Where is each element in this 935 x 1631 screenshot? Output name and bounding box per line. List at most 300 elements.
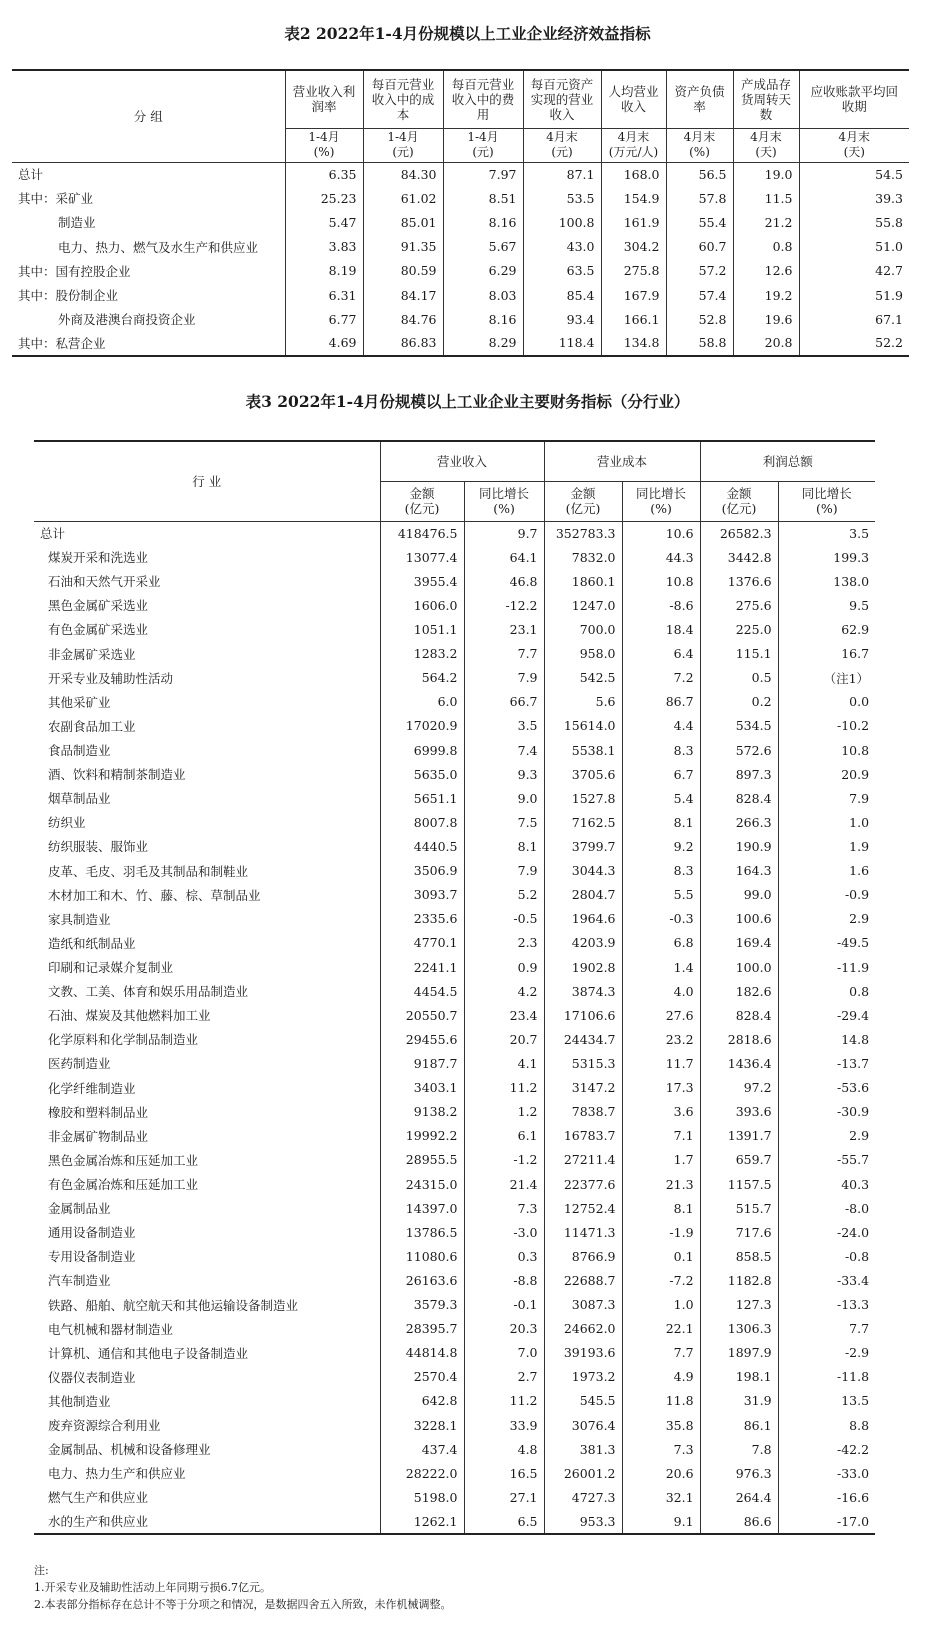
table3-cell: -8.6	[622, 593, 700, 617]
table2-cell: 161.9	[601, 210, 666, 234]
table2-cell: 6.31	[285, 283, 363, 307]
table3-row	[34, 1027, 875, 1051]
table3-cell: 4.4	[622, 714, 700, 738]
table3-cell: 11.2	[464, 1076, 544, 1100]
table2-cell: 0.8	[733, 235, 799, 259]
table3-cell: 10.6	[622, 521, 700, 545]
table3-cell: 3874.3	[544, 979, 622, 1003]
table2-cell: 61.02	[363, 186, 443, 210]
table3-cell: 3955.4	[380, 569, 464, 593]
table3-cell: 6.7	[622, 762, 700, 786]
table3-cell: 9.3	[464, 762, 544, 786]
table3-cell: 9138.2	[380, 1100, 464, 1124]
table3-cell: 7.7	[622, 1341, 700, 1365]
table3-row	[34, 931, 875, 955]
table3-cell: 17106.6	[544, 1003, 622, 1027]
table3-cell: 66.7	[464, 690, 544, 714]
table3-cell: 86.7	[622, 690, 700, 714]
table3-cell: 39193.6	[544, 1341, 622, 1365]
table3-row-label: 非金属矿采选业	[48, 646, 136, 662]
table3-title: 表3 2022年1-4月份规模以上工业企业主要财务指标（分行业）	[245, 392, 690, 411]
table2-row-label: 电力、热力、燃气及水生产和供应业	[58, 239, 259, 255]
table3-cell: 642.8	[380, 1389, 464, 1413]
table3-row	[34, 1148, 875, 1172]
table2-column-header: 产成品存货周转天数	[733, 70, 799, 128]
table3-cell: 3087.3	[544, 1293, 622, 1317]
table3-cell: 11.7	[622, 1051, 700, 1075]
table2-row	[12, 186, 909, 210]
table3-cell: 4727.3	[544, 1485, 622, 1509]
table3-cell: 23.2	[622, 1027, 700, 1051]
table3-cell: 97.2	[700, 1076, 778, 1100]
table3-cell: 10.8	[622, 569, 700, 593]
table2-cell: 84.30	[363, 162, 443, 186]
table2-row-label: 其中：采矿业	[18, 191, 94, 207]
table2-cell: 134.8	[601, 331, 666, 355]
table3-row-label: 黑色金属矿采选业	[48, 598, 149, 614]
table2-cell: 304.2	[601, 235, 666, 259]
table3-cell: 26001.2	[544, 1461, 622, 1485]
table3-row-label: 造纸和纸制品业	[48, 935, 136, 951]
table3-cell: 32.1	[622, 1485, 700, 1509]
table3-cell: 21.4	[464, 1172, 544, 1196]
table3-cell: 12752.4	[544, 1196, 622, 1220]
table3-cell: 6999.8	[380, 738, 464, 762]
table3-cell: 8.1	[464, 834, 544, 858]
table3-cell: 264.4	[700, 1485, 778, 1509]
table2-cell: 84.76	[363, 307, 443, 331]
table2-cell: 60.7	[666, 235, 733, 259]
table3-cell: 0.5	[700, 666, 778, 690]
table3-cell: 0.3	[464, 1244, 544, 1268]
table3-row-label: 化学纤维制造业	[48, 1080, 136, 1096]
footnote-1: 1.开采专业及辅助性活动上年同期亏损6.7亿元。	[34, 1581, 271, 1594]
table2-cell: 80.59	[363, 259, 443, 283]
table3-cell: -0.8	[778, 1244, 875, 1268]
table3-cell: 717.6	[700, 1220, 778, 1244]
table3-row-label: 燃气生产和供应业	[48, 1490, 149, 1506]
table2-cell: 11.5	[733, 186, 799, 210]
footnotes	[34, 1562, 452, 1613]
table3-cell: 1.0	[778, 810, 875, 834]
table3-cell: 31.9	[700, 1389, 778, 1413]
table3-row-label: 皮革、毛皮、羽毛及其制品和制鞋业	[48, 863, 249, 879]
table3-row-label: 水的生产和供应业	[48, 1514, 149, 1530]
table3-cell: -29.4	[778, 1003, 875, 1027]
table3-cell: 8.3	[622, 738, 700, 762]
table3-cell: -8.8	[464, 1268, 544, 1292]
table2-row	[12, 162, 909, 186]
table3-cell: 9.7	[464, 521, 544, 545]
table2-cell: 166.1	[601, 307, 666, 331]
table3-cell: 29455.6	[380, 1027, 464, 1051]
footnote-heading: 注:	[34, 1564, 49, 1577]
table3-cell: 28395.7	[380, 1317, 464, 1341]
table2-cell: 85.4	[523, 283, 601, 307]
table3-cell: 5.2	[464, 883, 544, 907]
table3-cell: 2.9	[778, 907, 875, 931]
table3-row	[34, 810, 875, 834]
table3-cell: 1.2	[464, 1100, 544, 1124]
table3-row	[34, 617, 875, 641]
table3-cell: 190.9	[700, 834, 778, 858]
table3-cell: 5315.3	[544, 1051, 622, 1075]
table3-cell: 7.1	[622, 1124, 700, 1148]
table3-cell: 169.4	[700, 931, 778, 955]
table3-row-label: 医药制造业	[48, 1056, 111, 1072]
table3-cell: 8.1	[622, 1196, 700, 1220]
table3-cell: 11.8	[622, 1389, 700, 1413]
table3-row	[34, 1172, 875, 1196]
table3-row	[34, 834, 875, 858]
table3-cell: 164.3	[700, 859, 778, 883]
table3-row-label: 煤炭开采和洗选业	[48, 550, 149, 566]
table3-cell: 7.7	[464, 642, 544, 666]
table3-cell: 4.1	[464, 1051, 544, 1075]
table3-row	[34, 1365, 875, 1389]
table3-cell: 22377.6	[544, 1172, 622, 1196]
table3-row	[34, 1220, 875, 1244]
table3-cell: 20.3	[464, 1317, 544, 1341]
table3-cell: -17.0	[778, 1509, 875, 1533]
table3-cell: -1.2	[464, 1148, 544, 1172]
table3-cell: 115.1	[700, 642, 778, 666]
table3-cell: 17020.9	[380, 714, 464, 738]
table3-cell: 1902.8	[544, 955, 622, 979]
table3-cell: 199.3	[778, 545, 875, 569]
table3-cell: 44814.8	[380, 1341, 464, 1365]
table3-cell: 5.5	[622, 883, 700, 907]
table3-cell: 20.6	[622, 1461, 700, 1485]
table3-cell: 0.0	[778, 690, 875, 714]
table3-cell: 1.4	[622, 955, 700, 979]
table3-cell: 13.5	[778, 1389, 875, 1413]
table3-cell: 1.6	[778, 859, 875, 883]
table3-cell: 0.9	[464, 955, 544, 979]
table2-cell: 154.9	[601, 186, 666, 210]
table3-cell: 1306.3	[700, 1317, 778, 1341]
table3-row	[34, 738, 875, 762]
table2-cell: 57.4	[666, 283, 733, 307]
table2-cell: 12.6	[733, 259, 799, 283]
table3-cell: 1051.1	[380, 617, 464, 641]
table3-row	[34, 1268, 875, 1292]
table2-cell: 52.8	[666, 307, 733, 331]
table3-cell: 3076.4	[544, 1413, 622, 1437]
table2-cell: 55.4	[666, 210, 733, 234]
table3-cell: 7162.5	[544, 810, 622, 834]
table3-cell: 6.0	[380, 690, 464, 714]
table3-row	[34, 1317, 875, 1341]
table3-cell: 1.7	[622, 1148, 700, 1172]
table3-cell: 1157.5	[700, 1172, 778, 1196]
table3-row-label: 金属制品业	[48, 1201, 111, 1217]
table2-column-unit: 4月末 (元)	[523, 128, 601, 162]
table3-row	[34, 1124, 875, 1148]
table3-cell: 5635.0	[380, 762, 464, 786]
table3-cell: 28955.5	[380, 1148, 464, 1172]
table3-cell: 1527.8	[544, 786, 622, 810]
table3-cell: 2.3	[464, 931, 544, 955]
table2-cell: 91.35	[363, 235, 443, 259]
table3-row-label: 铁路、船舶、航空航天和其他运输设备制造业	[48, 1297, 299, 1313]
table3-row-label: 非金属矿物制品业	[48, 1128, 149, 1144]
table3-amount-header: 金额 (亿元)	[700, 481, 778, 521]
table2-row	[12, 235, 909, 259]
table2-cell: 51.0	[799, 235, 909, 259]
table2-row	[12, 259, 909, 283]
table3-cell: 3799.7	[544, 834, 622, 858]
table3-cell: 14.8	[778, 1027, 875, 1051]
table3-cell: 86.6	[700, 1509, 778, 1533]
table2-cell: 43.0	[523, 235, 601, 259]
table2-cell: 25.23	[285, 186, 363, 210]
table3-cell: -0.3	[622, 907, 700, 931]
table3-row-label: 金属制品、机械和设备修理业	[48, 1442, 211, 1458]
table3-row	[34, 1485, 875, 1509]
table2-cell: 53.5	[523, 186, 601, 210]
table3-cell: 24315.0	[380, 1172, 464, 1196]
table3-row	[34, 666, 875, 690]
table3-cell: 33.9	[464, 1413, 544, 1437]
table3-cell: 0.1	[622, 1244, 700, 1268]
table3-cell: 700.0	[544, 617, 622, 641]
table3-cell: 198.1	[700, 1365, 778, 1389]
table2-cell: 275.8	[601, 259, 666, 283]
table3-cell: 20.9	[778, 762, 875, 786]
table3-cell: 26582.3	[700, 521, 778, 545]
table3-cell: -3.0	[464, 1220, 544, 1244]
table3-row-label: 仪器仪表制造业	[48, 1369, 136, 1385]
table2-cell: 19.2	[733, 283, 799, 307]
table2-cell: 63.5	[523, 259, 601, 283]
table3-row	[34, 1389, 875, 1413]
table3-row	[34, 545, 875, 569]
table3-cell: 27211.4	[544, 1148, 622, 1172]
table3-cell: 8766.9	[544, 1244, 622, 1268]
table3-cell: 5538.1	[544, 738, 622, 762]
table2-row	[12, 283, 909, 307]
table2-cell: 3.83	[285, 235, 363, 259]
table3-cell: 3.5	[778, 521, 875, 545]
table3-cell: 381.3	[544, 1437, 622, 1461]
table3-row-label: 食品制造业	[48, 743, 111, 759]
table3-cell: 275.6	[700, 593, 778, 617]
table3-cell: 1964.6	[544, 907, 622, 931]
table3-cell: 2.7	[464, 1365, 544, 1389]
table3-cell: 2818.6	[700, 1027, 778, 1051]
table3-cell: 16.5	[464, 1461, 544, 1485]
table3-row-label: 开采专业及辅助性活动	[48, 670, 174, 686]
table3-cell: 1283.2	[380, 642, 464, 666]
table3-row	[34, 690, 875, 714]
table3-row	[34, 859, 875, 883]
table3-cell: 7.4	[464, 738, 544, 762]
table2-cell: 6.29	[443, 259, 523, 283]
table3-cell: 22688.7	[544, 1268, 622, 1292]
table2-cell: 20.8	[733, 331, 799, 355]
table2-column-header: 营业收入利润率	[285, 70, 363, 128]
table3-cell: 46.8	[464, 569, 544, 593]
table3-cell: 225.0	[700, 617, 778, 641]
table3-cell: -30.9	[778, 1100, 875, 1124]
table3-row-label: 有色金属矿采选业	[48, 622, 149, 638]
table3-cell: 3.5	[464, 714, 544, 738]
table3-row	[34, 762, 875, 786]
table3-cell: 4.0	[622, 979, 700, 1003]
table2-cell: 19.0	[733, 162, 799, 186]
table3-cell: 8.1	[622, 810, 700, 834]
table2-column-unit: 1-4月 (%)	[285, 128, 363, 162]
table2-column-header: 每百元资产实现的营业收入	[523, 70, 601, 128]
table3-cell: 1247.0	[544, 593, 622, 617]
table3-cell: -7.2	[622, 1268, 700, 1292]
table3-cell: 9187.7	[380, 1051, 464, 1075]
table3-cell: 7832.0	[544, 545, 622, 569]
table3-cell: 64.1	[464, 545, 544, 569]
table3-row	[34, 1509, 875, 1533]
table3-cell: 35.8	[622, 1413, 700, 1437]
table3-cell: 3442.8	[700, 545, 778, 569]
table2-column-unit: 4月末 (天)	[799, 128, 909, 162]
table2-cell: 118.4	[523, 331, 601, 355]
table3-row	[34, 1413, 875, 1437]
table2-column-header: 应收账款平均回收期	[799, 70, 909, 128]
table3-cell: 3228.1	[380, 1413, 464, 1437]
table2-cell: 100.8	[523, 210, 601, 234]
table3-cell: 828.4	[700, 786, 778, 810]
table3-cell: -16.6	[778, 1485, 875, 1509]
table3-cell: 3506.9	[380, 859, 464, 883]
table3-row-label: 汽车制造业	[48, 1273, 111, 1289]
table2-cell: 52.2	[799, 331, 909, 355]
table3-cell: 2335.6	[380, 907, 464, 931]
table3-cell: 22.1	[622, 1317, 700, 1341]
table3-cell: 534.5	[700, 714, 778, 738]
table3-row-label: 电气机械和器材制造业	[48, 1321, 174, 1337]
table3-cell: 8007.8	[380, 810, 464, 834]
table2-cell: 8.03	[443, 283, 523, 307]
table3-cell: 16.7	[778, 642, 875, 666]
table3-cell: 6.1	[464, 1124, 544, 1148]
table2-cell: 167.9	[601, 283, 666, 307]
table3-cell: 138.0	[778, 569, 875, 593]
table3-cell: 11080.6	[380, 1244, 464, 1268]
table2-column-unit: 4月末 (天)	[733, 128, 799, 162]
table3-cell: 182.6	[700, 979, 778, 1003]
table3-row	[34, 1100, 875, 1124]
table3-row-label: 有色金属冶炼和压延加工业	[48, 1177, 199, 1192]
table3-row-label: 纺织服装、服饰业	[48, 839, 149, 855]
table3-cell: 19992.2	[380, 1124, 464, 1148]
table2-title: 表2 2022年1-4月份规模以上工业企业经济效益指标	[284, 24, 651, 43]
table3-growth-header: 同比增长 (%)	[464, 481, 544, 521]
table3-cell: 15614.0	[544, 714, 622, 738]
table2-cell: 4.69	[285, 331, 363, 355]
table3-row-label: 纺织业	[48, 815, 86, 831]
table3-cell: 100.0	[700, 955, 778, 979]
table3-cell: 266.3	[700, 810, 778, 834]
table3-cell: 9.2	[622, 834, 700, 858]
table3-row-label: 通用设备制造业	[48, 1225, 136, 1241]
table3-cell: -13.7	[778, 1051, 875, 1075]
table3-growth-header: 同比增长 (%)	[622, 481, 700, 521]
table3-cell: 3579.3	[380, 1293, 464, 1317]
table2-row-label: 其中：股份制企业	[18, 288, 119, 304]
table3-cell: 4454.5	[380, 979, 464, 1003]
table2-cell: 51.9	[799, 283, 909, 307]
table3-row	[34, 883, 875, 907]
table3-cell: -11.8	[778, 1365, 875, 1389]
table3-cell: 7.9	[464, 666, 544, 690]
table3-cell: -42.2	[778, 1437, 875, 1461]
table3-cell: 18.4	[622, 617, 700, 641]
table2-column-header: 每百元营业收入中的成本	[363, 70, 443, 128]
table2-cell: 58.8	[666, 331, 733, 355]
table3-cell: 958.0	[544, 642, 622, 666]
table3-cell: -12.2	[464, 593, 544, 617]
table3-cell: -11.9	[778, 955, 875, 979]
table3-row	[34, 642, 875, 666]
table3-cell: -55.7	[778, 1148, 875, 1172]
table3-row-label: 计算机、通信和其他电子设备制造业	[48, 1345, 249, 1361]
table3-row-label: 其他制造业	[48, 1393, 111, 1409]
table2-column-header: 资产负债率	[666, 70, 733, 128]
table3-cell: 9.1	[622, 1509, 700, 1533]
table3-row	[34, 1244, 875, 1268]
table3-cell: 44.3	[622, 545, 700, 569]
table3-cell: 7838.7	[544, 1100, 622, 1124]
table2-cell: 19.6	[733, 307, 799, 331]
table2-row-label: 其中：国有控股企业	[18, 263, 131, 279]
table3-row	[34, 1461, 875, 1485]
table3-cell: 13786.5	[380, 1220, 464, 1244]
table3-cell: 100.6	[700, 907, 778, 931]
table2-column-unit: 1-4月 (元)	[363, 128, 443, 162]
table3-cell: 7.8	[700, 1437, 778, 1461]
table3-cell: 21.3	[622, 1172, 700, 1196]
table3-row	[34, 786, 875, 810]
table2-column-unit: 4月末 (%)	[666, 128, 733, 162]
table3-cell: 976.3	[700, 1461, 778, 1485]
table3-cell: -33.0	[778, 1461, 875, 1485]
table2-cell: 6.35	[285, 162, 363, 186]
table3-row-label: 橡胶和塑料制品业	[48, 1104, 149, 1120]
table3-cell: 7.0	[464, 1341, 544, 1365]
table3-cell: 1182.8	[700, 1268, 778, 1292]
table2-cell: 54.5	[799, 162, 909, 186]
table3-cell: 7.2	[622, 666, 700, 690]
table3-cell: 1376.6	[700, 569, 778, 593]
table3-row-label: 其他采矿业	[48, 694, 111, 710]
table3-row	[34, 1051, 875, 1075]
table3-cell: （注1）	[778, 666, 875, 690]
table3-cell: -10.2	[778, 714, 875, 738]
table3-cell: 0.8	[778, 979, 875, 1003]
table3-cell: -0.1	[464, 1293, 544, 1317]
table3-cell: 7.7	[778, 1317, 875, 1341]
table3-cell: 393.6	[700, 1100, 778, 1124]
table3-cell: 5.6	[544, 690, 622, 714]
table2-cell: 8.16	[443, 210, 523, 234]
table3-cell: 8.3	[622, 859, 700, 883]
table3-amount-header: 金额 (亿元)	[380, 481, 464, 521]
table3-cell: 564.2	[380, 666, 464, 690]
table3-cell: 24662.0	[544, 1317, 622, 1341]
table3-industry-header: 行 业	[34, 441, 380, 521]
table3-cell: 545.5	[544, 1389, 622, 1413]
table3-cell: 7.3	[464, 1196, 544, 1220]
